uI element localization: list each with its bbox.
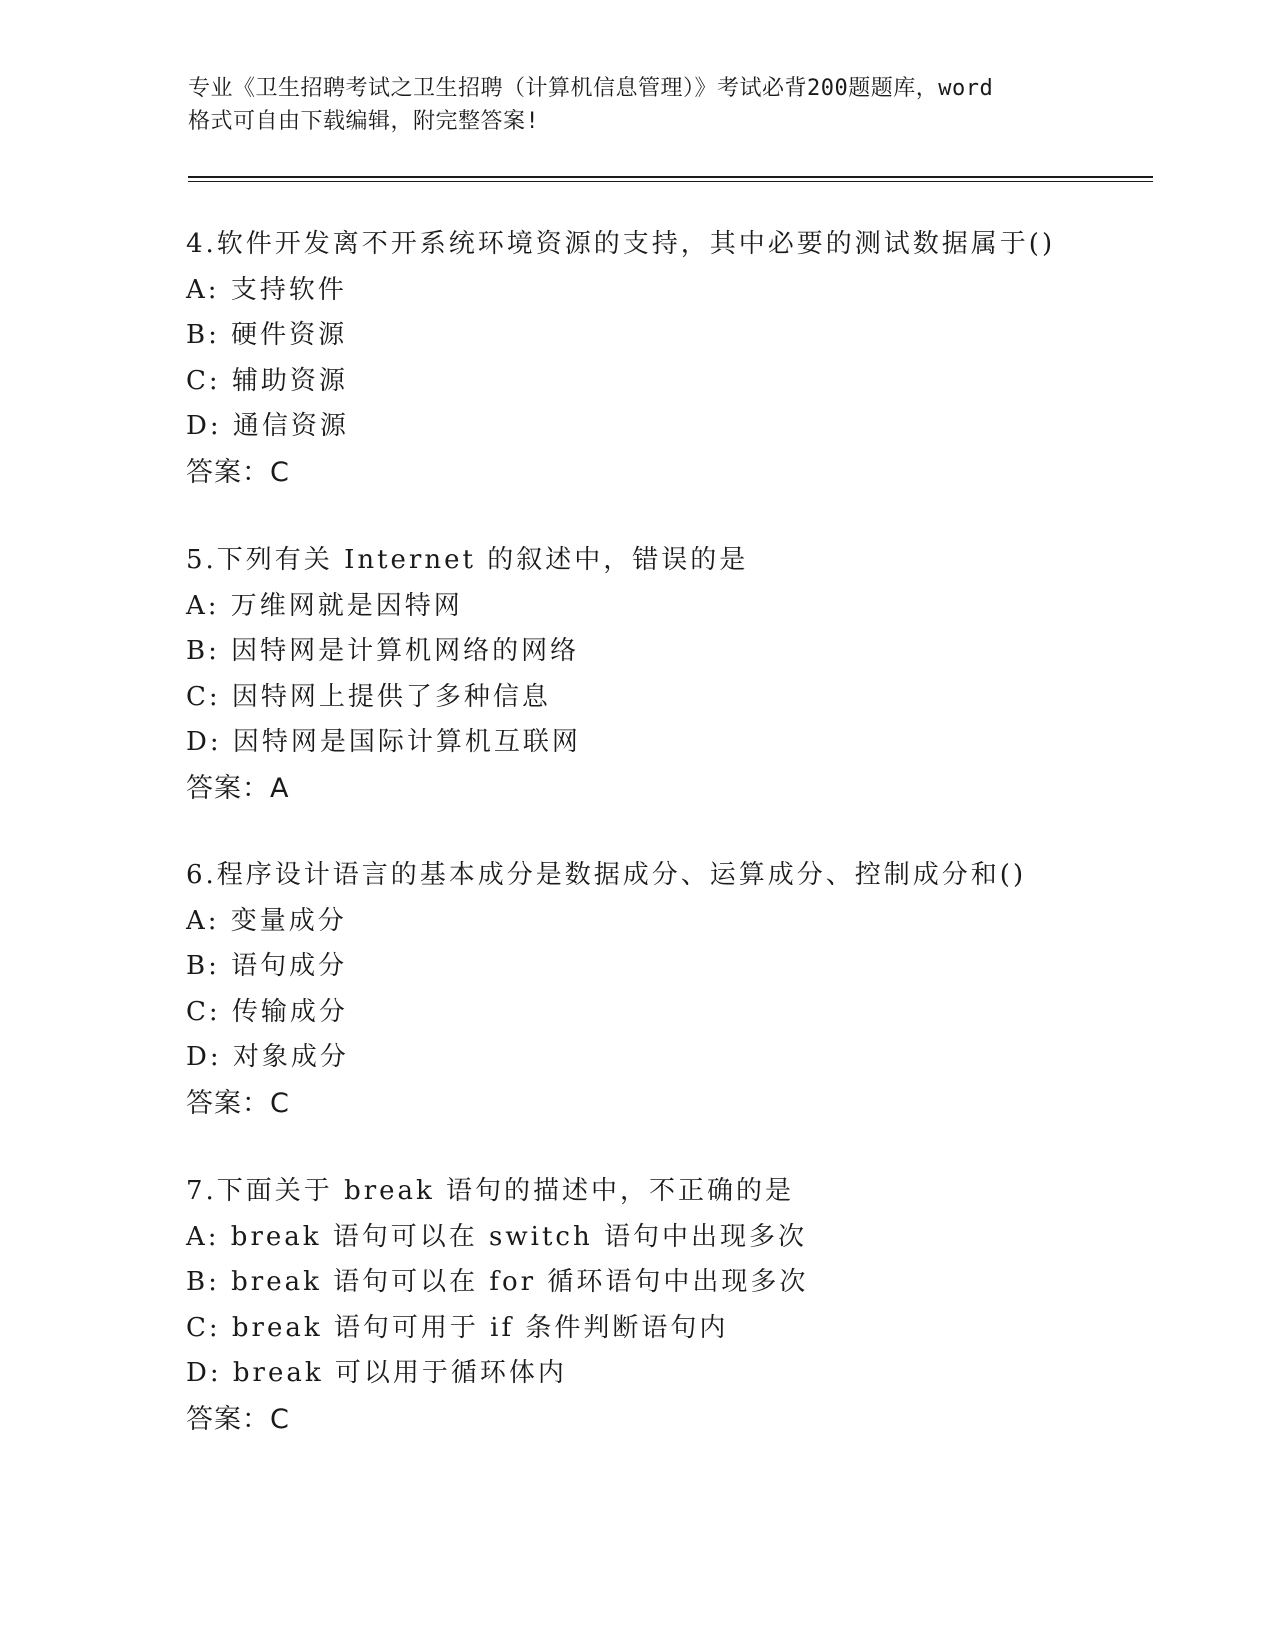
- answer-text: 答案：C: [186, 1403, 290, 1435]
- option-c: C: 因特网上提供了多种信息: [186, 681, 551, 712]
- header-line-2: 格式可自由下载编辑，附完整答案!: [188, 109, 540, 134]
- option-d: D: 因特网是国际计算机互联网: [186, 727, 581, 757]
- document-header: [188, 72, 1088, 138]
- option-b: B: 硬件资源: [186, 320, 348, 350]
- option-b: B: 语句成分: [186, 951, 348, 981]
- option-b: B: 因特网是计算机网络的网络: [186, 636, 580, 666]
- question-block-5: [186, 538, 1136, 811]
- answer-text: 答案：C: [186, 456, 290, 488]
- answer-text: 答案：A: [186, 772, 290, 804]
- header-line-1: 专业《卫生招聘考试之卫生招聘（计算机信息管理）》考试必背200题题库，word: [188, 76, 994, 101]
- option-a: A: 万维网就是因特网: [186, 590, 463, 621]
- option-d: D: 通信资源: [186, 411, 349, 441]
- answer-text: 答案：C: [186, 1087, 290, 1119]
- option-a: A: break 语句可以在 switch 语句中出现多次: [186, 1221, 807, 1252]
- option-c: C: 传输成分: [186, 996, 348, 1027]
- option-d: D: 对象成分: [186, 1042, 349, 1072]
- option-a: A: 变量成分: [186, 905, 347, 936]
- option-d: D: break 可以用于循环体内: [186, 1358, 567, 1388]
- header-divider-thick: [188, 176, 1153, 178]
- question-block-4: [186, 222, 1136, 495]
- option-c: C: break 语句可用于 if 条件判断语句内: [186, 1312, 729, 1343]
- question-stem: 4.软件开发离不开系统环境资源的支持，其中必要的测试数据属于(): [186, 229, 1056, 259]
- question-stem: 5.下列有关 Internet 的叙述中，错误的是: [186, 545, 749, 575]
- option-a: A: 支持软件: [186, 274, 347, 305]
- question-stem: 6.程序设计语言的基本成分是数据成分、运算成分、控制成分和(): [186, 860, 1027, 890]
- question-block-6: [186, 853, 1136, 1126]
- option-c: C: 辅助资源: [186, 365, 348, 396]
- option-b: B: break 语句可以在 for 循环语句中出现多次: [186, 1267, 809, 1297]
- question-block-7: [186, 1169, 1136, 1442]
- header-divider-thin: [188, 181, 1153, 182]
- question-stem: 7.下面关于 break 语句的描述中，不正确的是: [186, 1176, 795, 1206]
